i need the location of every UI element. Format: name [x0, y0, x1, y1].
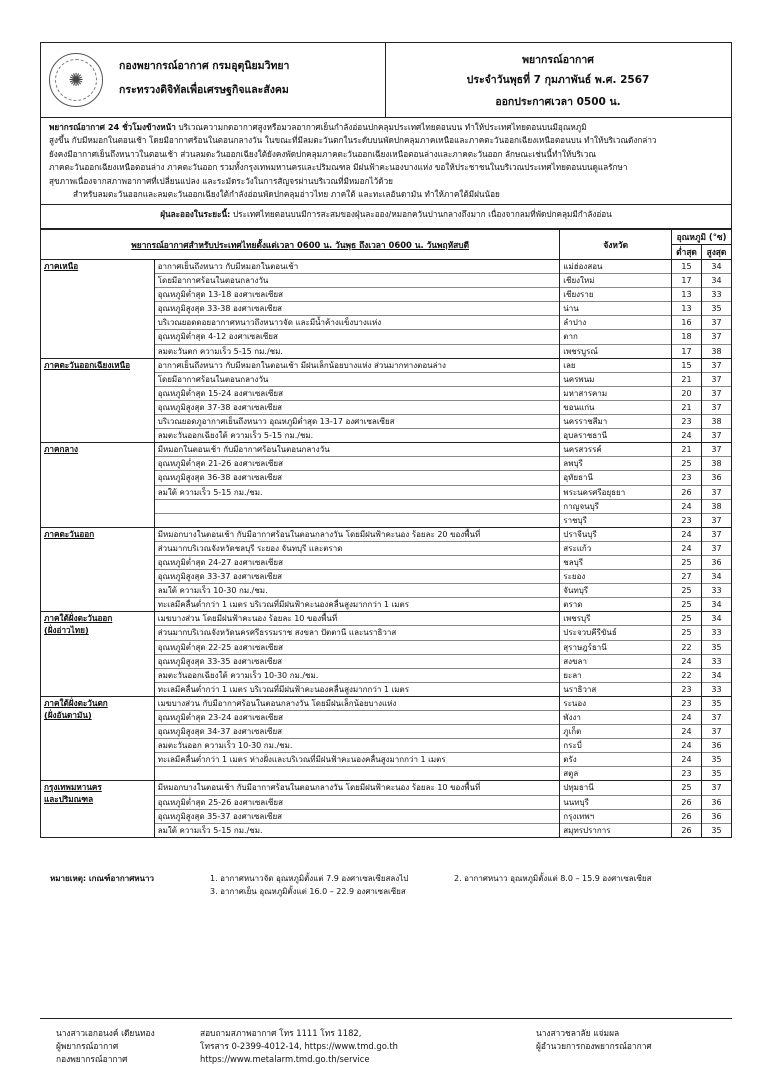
summary-box [40, 117, 732, 229]
contact-phone: สอบถามสภาพอากาศ โทร 1111 โทร 1182, [200, 1028, 362, 1038]
min-temp: 15 [672, 359, 701, 373]
min-temp: 21 [672, 401, 701, 415]
forecast-line: อุณหภูมิสูงสุด 34-37 องศาเซลเซียส [155, 725, 560, 739]
min-temp-cell [672, 612, 702, 697]
forecast-line: ลมใต้ ความเร็ว 5-15 กม./ชม. [155, 486, 560, 500]
max-temp: 35 [702, 697, 731, 711]
min-temp: 26 [672, 486, 701, 500]
forecast-line: อุณหภูมิสูงสุด 33-38 องศาเซลเซียส [155, 302, 560, 316]
temperature-column-header: อุณหภูมิ (°ซ) [672, 230, 732, 245]
min-temp: 21 [672, 373, 701, 387]
max-temp: 33 [702, 288, 731, 302]
region-name: ภาคเหนือ [44, 261, 79, 271]
header-org [41, 43, 386, 117]
dust-label: ฝุ่นละอองในระยะนี้: [160, 209, 231, 220]
region-name-cell [41, 696, 155, 781]
summary-line: สุขภาพเนื่องจากสภาพอากาศที่เปลี่ยนแปลง และระมัดระวังในการสัญจรผ่านบริเวณที่มีหมอกไว้ด้วย [49, 175, 393, 186]
min-temp: 24 [672, 655, 701, 669]
max-temp: 35 [711, 769, 722, 779]
province-name-cell [560, 527, 672, 612]
forecast-line-cell [154, 781, 560, 837]
province-name: ปทุมธานี [560, 781, 671, 795]
min-temp-cell [672, 527, 702, 612]
forecast-line: บริเวณยอดดอยอากาศหนาวถึงหนาวจัด และมีน้ำค้างแข็งบางแห่ง [155, 316, 560, 330]
province-name: ตรัง [560, 753, 671, 767]
province-column-header: จังหวัด [560, 230, 672, 260]
header-box [40, 42, 732, 118]
min-temp: 23 [681, 684, 692, 694]
max-temp: 35 [702, 753, 731, 767]
min-temp: 25 [672, 781, 701, 795]
min-temp: 25 [681, 600, 692, 610]
province-name: นราธิวาส [563, 684, 597, 694]
min-temp-cell [672, 443, 702, 528]
max-temp: 37 [702, 781, 731, 795]
region-row [41, 443, 732, 528]
forecast-line: ลมใต้ ความเร็ว 10-30 กม./ชม. [155, 584, 560, 598]
province-name: เชียงใหม่ [560, 274, 671, 288]
footer [40, 1018, 732, 1075]
region-name-cell [41, 443, 155, 528]
min-temp: 21 [672, 443, 701, 457]
max-temp: 34 [702, 570, 731, 584]
forecast-line: อุณหภูมิต่ำสุด 4-12 องศาเซลเซียส [155, 330, 560, 344]
province-name: สงขลา [560, 655, 671, 669]
max-temp: 38 [702, 415, 731, 429]
province-name: พังงา [560, 711, 671, 725]
director-role: ผู้อำนวยการกองพยากรณ์อากาศ [536, 1041, 652, 1051]
summary-line: สูงขึ้น กับมีหมอกในตอนเช้า โดยมีอากาศร้อนในตอนกลางวัน ในขณะที่มีลมตะวันตกในระดับบนพัดปกคลุมภาคเหนือและภาคตะวันออกเฉียงเหนือตอนบน ทำให้บริเวณดังกล่าว [49, 135, 657, 146]
min-temp: 17 [681, 346, 692, 356]
province-name: น่าน [560, 302, 671, 316]
min-temp: 18 [672, 330, 701, 344]
province-name: ลำปาง [560, 316, 671, 330]
max-temp-cell [701, 781, 731, 837]
province-name: ระนอง [560, 697, 671, 711]
contact-service: https://www.metalarm.tmd.go.th/service [200, 1054, 370, 1064]
forecast-line: ลมตะวันออกเฉียงใต้ ความเร็ว 5-15 กม./ชม. [157, 431, 314, 441]
min-temp: 16 [672, 316, 701, 330]
forecast-line: มีหมอกบางในตอนเช้า กับมีอากาศร้อนในตอนกลางวัน โดยมีฝนฟ้าคะนอง ร้อยละ 20 ของพื้นที่ [155, 528, 560, 542]
forecast-line: อุณหภูมิต่ำสุด 22-25 องศาเซลเซียส [155, 641, 560, 655]
forecast-line: ทะเลมีคลื่นต่ำกว่า 1 เมตร บริเวณที่มีฝนฟ้าคะนองคลื่นสูงมากกว่า 1 เมตร [157, 600, 409, 610]
min-temp: 26 [681, 825, 692, 835]
max-temp: 34 [702, 274, 731, 288]
min-temp: 17 [672, 274, 701, 288]
province-name: สมุทรปราการ [563, 825, 611, 835]
province-name: ภูเก็ต [560, 725, 671, 739]
forecast-line: อุณหภูมิสูงสุด 35-37 องศาเซลเซียส [155, 810, 560, 824]
org-name: กองพยากรณ์อากาศ กรมอุตุนิยมวิทยา [119, 60, 290, 72]
forecast-line: อุณหภูมิต่ำสุด 24-27 องศาเซลเซียส [155, 556, 560, 570]
province-name: เลย [560, 359, 671, 373]
region-row [41, 696, 732, 781]
min-temp: 24 [672, 528, 701, 542]
forecast-line: บริเวณยอดภูอากาศเย็นถึงหนาว อุณหภูมิต่ำสุด 13-17 องศาเซลเซียส [155, 415, 560, 429]
forecaster-division: กองพยากรณ์อากาศ [56, 1054, 128, 1064]
max-temp: 37 [702, 373, 731, 387]
region-row [41, 358, 732, 443]
min-temp: 24 [672, 753, 701, 767]
province-name-cell [560, 260, 672, 359]
forecast-table [40, 229, 732, 838]
max-temp: 36 [702, 796, 731, 810]
forecast-line: อุณหภูมิต่ำสุด 25-26 องศาเซลเซียส [155, 796, 560, 810]
province-name: เพชรบุรี [560, 612, 671, 626]
note-item: 1. อากาศหนาวจัด อุณหภูมิตั้งแต่ 7.9 องศาเซลเซียสลงไป [210, 874, 409, 883]
region-row [41, 612, 732, 697]
province-name: ยะลา [560, 669, 671, 683]
min-temp: 13 [672, 288, 701, 302]
forecast-line: เมฆบางส่วน กับมีอากาศร้อนในตอนกลางวัน โดยมีฝนเล็กน้อยบางแห่ง [155, 697, 560, 711]
forecast-line: อุณหภูมิต่ำสุด 13-18 องศาเซลเซียส [155, 288, 560, 302]
region-name-cell [41, 260, 155, 359]
forecast-line: อุณหภูมิสูงสุด 36-38 องศาเซลเซียส [155, 471, 560, 485]
max-temp: 37 [711, 431, 722, 441]
forecast-line: ลมตะวันตก ความเร็ว 5-15 กม./ชม. [157, 346, 283, 356]
forecast-column-header: พยากรณ์อากาศสำหรับประเทศไทยตั้งแต่เวลา 0600 น. วันพุธ ถึงเวลา 0600 น. วันพฤหัสบดี [41, 230, 560, 260]
max-temp: 34 [702, 669, 731, 683]
max-temp: 37 [702, 387, 731, 401]
province-name: แม่ฮ่องสอน [560, 260, 671, 274]
province-name: พระนครศรีอยุธยา [560, 486, 671, 500]
min-temp: 24 [672, 500, 701, 514]
province-name: อุบลราชธานี [563, 431, 608, 441]
min-temp: 24 [672, 711, 701, 725]
forecast-line [155, 767, 560, 780]
forecast-line-cell [154, 527, 560, 612]
max-temp: 38 [711, 346, 722, 356]
province-name-cell [560, 358, 672, 443]
province-name: ปราจีนบุรี [560, 528, 671, 542]
min-temp-header: ต่ำสุด [672, 245, 702, 260]
region-name: ภาคใต้ฝั่งตะวันออก [44, 613, 113, 624]
forecast-line: อุณหภูมิสูงสุด 33-35 องศาเซลเซียส [155, 655, 560, 669]
contact-block [200, 1027, 398, 1066]
forecast-line: ส่วนมากบริเวณจังหวัดชลบุรี ระยอง จันทบุรี และตราด [155, 542, 560, 556]
forecast-line-cell [154, 358, 560, 443]
forecast-line: ลมใต้ ความเร็ว 5-15 กม./ชม. [157, 825, 263, 835]
max-temp: 33 [702, 584, 731, 598]
region-name-cell [41, 781, 155, 837]
max-temp-cell [701, 260, 731, 359]
region-name-sub: และปริมณฑล [44, 794, 94, 805]
province-name: เพชรบูรณ์ [563, 346, 598, 356]
forecast-line: เมฆบางส่วน โดยมีฝนฟ้าคะนอง ร้อยละ 10 ของพื้นที่ [155, 612, 560, 626]
forecast-line [155, 500, 560, 514]
region-name: ภาคใต้ฝั่งตะวันตก [44, 697, 108, 708]
forecaster-name: นางสาวเอกอนงค์ เดียนทอง [56, 1028, 155, 1038]
max-temp: 36 [702, 471, 731, 485]
province-name: นครสวรรค์ [560, 443, 671, 457]
province-name: ระยอง [560, 570, 671, 584]
forecaster-role: ผู้พยากรณ์อากาศ [56, 1041, 119, 1051]
region-name: ภาคตะวันออก [44, 528, 95, 539]
contact-fax: โทรสาร 0-2399-4012-14, https://www.tmd.go.th [200, 1041, 398, 1051]
province-name: ราชบุรี [563, 515, 587, 525]
director-name: นางสาวชลาลัย แจ่มผล [536, 1028, 620, 1038]
forecast-line: อุณหภูมิต่ำสุด 15-24 องศาเซลเซียส [155, 387, 560, 401]
max-temp: 33 [702, 626, 731, 640]
forecast-line-cell [154, 443, 560, 528]
max-temp: 36 [702, 556, 731, 570]
max-temp: 37 [702, 330, 731, 344]
max-temp: 33 [702, 655, 731, 669]
province-name: จันทบุรี [560, 584, 671, 598]
province-name-cell [560, 696, 672, 781]
forecast-line: อากาศเย็นถึงหนาว กับมีหมอกในตอนเช้า [155, 260, 560, 274]
min-temp-cell [672, 358, 702, 443]
forecast-line: โดยมีอากาศร้อนในตอนกลางวัน [155, 373, 560, 387]
forecast-line: มีหมอกในตอนเช้า กับมีอากาศร้อนในตอนกลางวัน [155, 443, 560, 457]
max-temp: 33 [711, 684, 722, 694]
region-name-sub: (ฝั่งอ่าวไทย) [44, 625, 89, 636]
min-temp: 24 [672, 725, 701, 739]
province-name: กรุงเทพฯ [560, 810, 671, 824]
max-temp: 37 [702, 486, 731, 500]
province-name: สระแก้ว [560, 542, 671, 556]
min-temp: 25 [672, 556, 701, 570]
province-name: นครพนม [560, 373, 671, 387]
min-temp: 24 [681, 431, 692, 441]
region-name-sub: (ฝั่งอันดามัน) [44, 709, 92, 720]
forecast-line: ลมตะวันออกเฉียงใต้ ความเร็ว 10-30 กม./ชม. [155, 669, 560, 683]
max-temp: 34 [711, 600, 722, 610]
min-temp: 27 [672, 570, 701, 584]
header-title-block [385, 43, 731, 117]
max-temp: 37 [702, 528, 731, 542]
max-temp: 35 [711, 825, 722, 835]
min-temp: 25 [672, 612, 701, 626]
max-temp-cell [701, 443, 731, 528]
max-temp: 35 [702, 641, 731, 655]
issue-time: ออกประกาศเวลา 0500 น. [495, 96, 621, 108]
summary-lead: พยากรณ์อากาศ 24 ชั่วโมงข้างหน้า [49, 122, 176, 132]
min-temp: 23 [681, 515, 692, 525]
ministry-name: กระทรวงดิจิทัลเพื่อเศรษฐกิจและสังคม [119, 84, 289, 96]
max-temp: 34 [702, 612, 731, 626]
max-temp: 38 [702, 500, 731, 514]
min-temp: 26 [672, 810, 701, 824]
summary-line: ภาคตะวันออกเฉียงเหนือตอนล่าง ภาคตะวันออก รวมทั้งกรุงเทพมหานครและปริมณฑล มีฝนฟ้าคะนองบางแห่ง ขอให้ประชาชนในบริเวณประเทศไทยตอนบนดูแลรักษา [49, 162, 628, 173]
province-name-cell [560, 443, 672, 528]
max-temp: 37 [702, 401, 731, 415]
province-name: ขอนแก่น [560, 401, 671, 415]
region-name-cell [41, 527, 155, 612]
province-name: ประจวบคีรีขันธ์ [560, 626, 671, 640]
forecast-line: อากาศเย็นถึงหนาว กับมีหมอกในตอนเช้า มีฝนเล็กน้อยบางแห่ง ส่วนมากทางตอนล่าง [155, 359, 560, 373]
max-temp: 36 [702, 810, 731, 824]
province-name: อุทัยธานี [560, 471, 671, 485]
forecast-line: ทะเลมีคลื่นต่ำกว่า 1 เมตร ห่างฝั่งและบริเวณที่มีฝนฟ้าคะนองคลื่นสูงมากกว่า 1 เมตร [155, 753, 560, 767]
min-temp: 23 [672, 471, 701, 485]
province-name-cell [560, 612, 672, 697]
min-temp-cell [672, 696, 702, 781]
forecast-line: มีหมอกบางในตอนเช้า กับมีอากาศร้อนในตอนกลางวัน โดยมีฝนฟ้าคะนอง ร้อยละ 10 ของพื้นที่ [155, 781, 560, 795]
province-name: สุราษฎร์ธานี [560, 641, 671, 655]
min-temp: 23 [681, 769, 692, 779]
note-item: 2. อากาศหนาว อุณหภูมิตั้งแต่ 8.0 – 15.9 องศาเซลเซียส [454, 874, 652, 883]
min-temp: 25 [672, 457, 701, 471]
doc-title: พยากรณ์อากาศ [522, 54, 594, 66]
province-name: นนทบุรี [560, 796, 671, 810]
forecast-line: ส่วนมากบริเวณจังหวัดนครศรีธรรมราช สงขลา ปัตตานี และนราธิวาส [155, 626, 560, 640]
forecast-line: ทะเลมีคลื่นต่ำกว่า 1 เมตร บริเวณที่มีฝนฟ้าคะนองคลื่นสูงมากกว่า 1 เมตร [157, 684, 409, 694]
min-temp: 13 [672, 302, 701, 316]
province-name: ลพบุรี [560, 457, 671, 471]
max-temp: 37 [702, 725, 731, 739]
max-temp: 37 [702, 542, 731, 556]
dust-notice [41, 204, 731, 221]
summary-line: สำหรับลมตะวันออกและลมตะวันออกเฉียงใต้กำลังอ่อนพัดปกคลุมอ่าวไทย ภาคใต้ และทะเลอันดามัน ทำให้ภาคใต้มีฝนน้อย [73, 189, 500, 200]
min-temp: 20 [672, 387, 701, 401]
region-row [41, 527, 732, 612]
region-name: ภาคกลาง [44, 444, 79, 455]
region-row [41, 781, 732, 837]
forecast-line: อุณหภูมิต่ำสุด 23-24 องศาเซลเซียส [155, 711, 560, 725]
province-name: ตาก [560, 330, 671, 344]
max-temp-cell [701, 696, 731, 781]
province-name: กระบี่ [560, 739, 671, 753]
forecast-line: อุณหภูมิต่ำสุด 21-26 องศาเซลเซียส [155, 457, 560, 471]
min-temp: 15 [672, 260, 701, 274]
max-temp-cell [701, 527, 731, 612]
forecast-line-cell [154, 696, 560, 781]
tmd-seal-logo: ✺ [49, 53, 103, 107]
province-name: มหาสารคาม [560, 387, 671, 401]
region-row [41, 260, 732, 359]
director-block [536, 1027, 652, 1053]
forecast-line: อุณหภูมิสูงสุด 33-37 องศาเซลเซียส [155, 570, 560, 584]
max-temp: 35 [702, 302, 731, 316]
min-temp: 23 [672, 415, 701, 429]
min-temp: 24 [672, 542, 701, 556]
max-temp: 36 [702, 739, 731, 753]
forecast-line: ลมตะวันออก ความเร็ว 10-30 กม./ชม. [155, 739, 560, 753]
max-temp: 37 [702, 316, 731, 330]
min-temp: 26 [672, 796, 701, 810]
min-temp: 25 [672, 626, 701, 640]
province-name: สตูล [563, 769, 579, 779]
forecaster-block [56, 1027, 155, 1066]
max-temp-cell [701, 358, 731, 443]
min-temp: 22 [672, 669, 701, 683]
forecast-line-cell [154, 260, 560, 359]
note-item: 3. อากาศเย็น อุณหภูมิตั้งแต่ 16.0 – 22.9 องศาเซลเซียส [210, 887, 406, 896]
region-name-cell [41, 358, 155, 443]
forecast-line: อุณหภูมิสูงสุด 37-38 องศาเซลเซียส [155, 401, 560, 415]
forecast-line: โดยมีอากาศร้อนในตอนกลางวัน [155, 274, 560, 288]
province-name-cell [560, 781, 672, 837]
province-name: นครราชสีมา [560, 415, 671, 429]
forecast-line-cell [154, 612, 560, 697]
max-temp: 34 [702, 260, 731, 274]
province-name: ชลบุรี [560, 556, 671, 570]
dust-text: ประเทศไทยตอนบนมีการสะสมของฝุ่นละออง/หมอกควันปานกลางถึงมาก เนื่องจากลมที่พัดปกคลุมมีกำลังอ่อน [230, 209, 612, 220]
max-temp: 37 [711, 515, 722, 525]
note-label: หมายเหตุ: เกณฑ์อากาศหนาว [50, 874, 154, 883]
max-temp: 37 [702, 711, 731, 725]
max-temp-cell [701, 612, 731, 697]
doc-date: ประจำวันพุธที่ 7 กุมภาพันธ์ พ.ศ. 2567 [466, 74, 650, 86]
max-temp: 38 [702, 457, 731, 471]
region-name: ภาคตะวันออกเฉียงเหนือ [44, 359, 131, 370]
max-temp: 37 [702, 443, 731, 457]
min-temp-cell [672, 781, 702, 837]
region-name: กรุงเทพมหานคร [44, 782, 102, 793]
region-name-cell [41, 612, 155, 697]
min-temp: 23 [672, 697, 701, 711]
province-name: เชียงราย [560, 288, 671, 302]
province-name: ตราด [563, 600, 583, 610]
min-temp: 25 [672, 584, 701, 598]
min-temp-cell [672, 260, 702, 359]
max-temp: 37 [702, 359, 731, 373]
forecast-line [155, 514, 560, 527]
province-name: กาญจนบุรี [560, 500, 671, 514]
summary-line: ยังคงมีอากาศเย็นถึงหนาวในตอนเช้า ส่วนลมตะวันออกเฉียงใต้ยังคงพัดปกคลุมภาคตะวันออกเฉียงเหนือตอนล่างและภาคตะวันออก ลักษณะเช่นนี้ทำให้บริเวณ [49, 148, 596, 159]
max-temp-header: สูงสุด [701, 245, 731, 260]
min-temp: 24 [672, 739, 701, 753]
min-temp: 22 [672, 641, 701, 655]
summary-line: บริเวณความกดอากาศสูงหรือมวลอากาศเย็นกำลังอ่อนปกคลุมประเทศไทยตอนบน ทำให้ประเทศไทยตอนบนมีอุณหภูมิ [175, 122, 587, 132]
